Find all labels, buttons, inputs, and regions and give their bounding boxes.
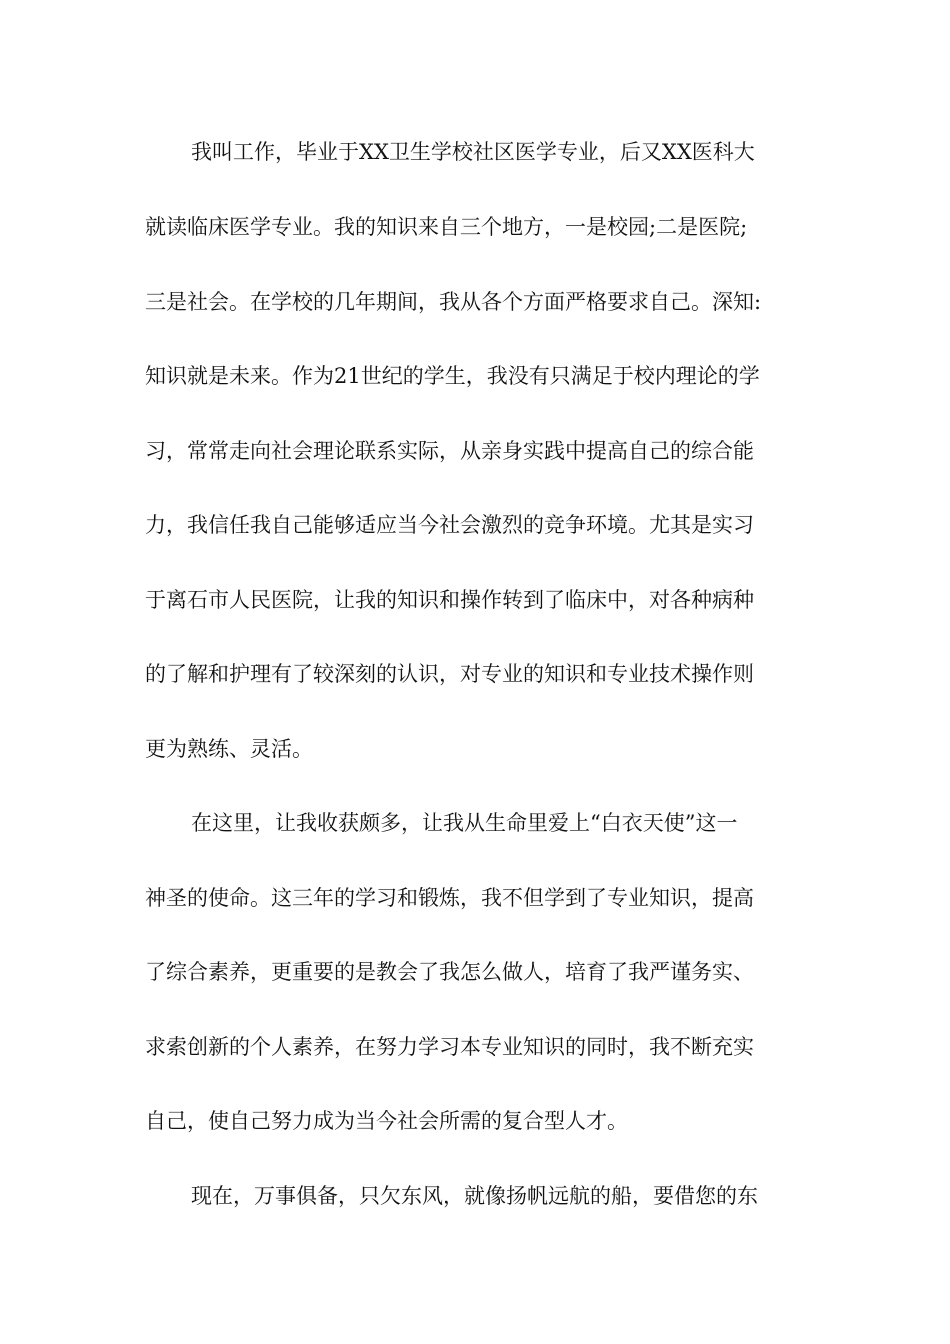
- text-line: [0, 654, 950, 694]
- text-line: [0, 1176, 950, 1216]
- text-line: [0, 207, 950, 247]
- line-text: 了综合素养，更重要的是教会了我怎么做人，培育了我严谨务实、: [145, 960, 754, 984]
- line-text: 就读临床医学专业。我的知识来自三个地方，一是校园;二是医院;: [145, 215, 748, 239]
- text-line: [0, 431, 950, 471]
- line-text: 知识就是未来。作为21世纪的学生，我没有只满足于校内理论的学: [145, 364, 760, 388]
- line-text: 神圣的使命。这三年的学习和锻炼，我不但学到了专业知识，提高: [145, 886, 754, 910]
- text-line: [0, 729, 950, 769]
- line-text: 求索创新的个人素养，在努力学习本专业知识的同时，我不断充实: [145, 1035, 754, 1059]
- text-line: [0, 952, 950, 992]
- text-line: [0, 1027, 950, 1067]
- line-text: 的了解和护理有了较深刻的认识，对专业的知识和专业技术操作则: [145, 662, 754, 686]
- text-line: [0, 580, 950, 620]
- line-text: 在这里，让我收获颇多，让我从生命里爱上“白衣天使”这一: [191, 811, 738, 835]
- text-line: [0, 356, 950, 396]
- text-line: [0, 878, 950, 918]
- text-line: [0, 803, 950, 843]
- line-text: 现在，万事俱备，只欠东风，就像扬帆远航的船，要借您的东: [191, 1184, 758, 1208]
- text-line: [0, 1101, 950, 1141]
- text-line: [0, 132, 950, 172]
- text-line: [0, 282, 950, 322]
- line-text: 习，常常走向社会理论联系实际，从亲身实践中提高自己的综合能: [145, 439, 754, 463]
- line-text: 自己，使自己努力成为当今社会所需的复合型人才。: [145, 1109, 628, 1133]
- line-text: 三是社会。在学校的几年期间，我从各个方面严格要求自己。深知:: [145, 290, 762, 314]
- line-text: 于离石市人民医院，让我的知识和操作转到了临床中，对各种病种: [145, 588, 754, 612]
- line-text: 力，我信任我自己能够适应当今社会激烈的竞争环境。尤其是实习: [145, 513, 754, 537]
- text-line: [0, 505, 950, 545]
- line-text: 我叫工作，毕业于XX卫生学校社区医学专业，后又XX医科大: [191, 140, 755, 164]
- line-text: 更为熟练、灵活。: [145, 737, 313, 761]
